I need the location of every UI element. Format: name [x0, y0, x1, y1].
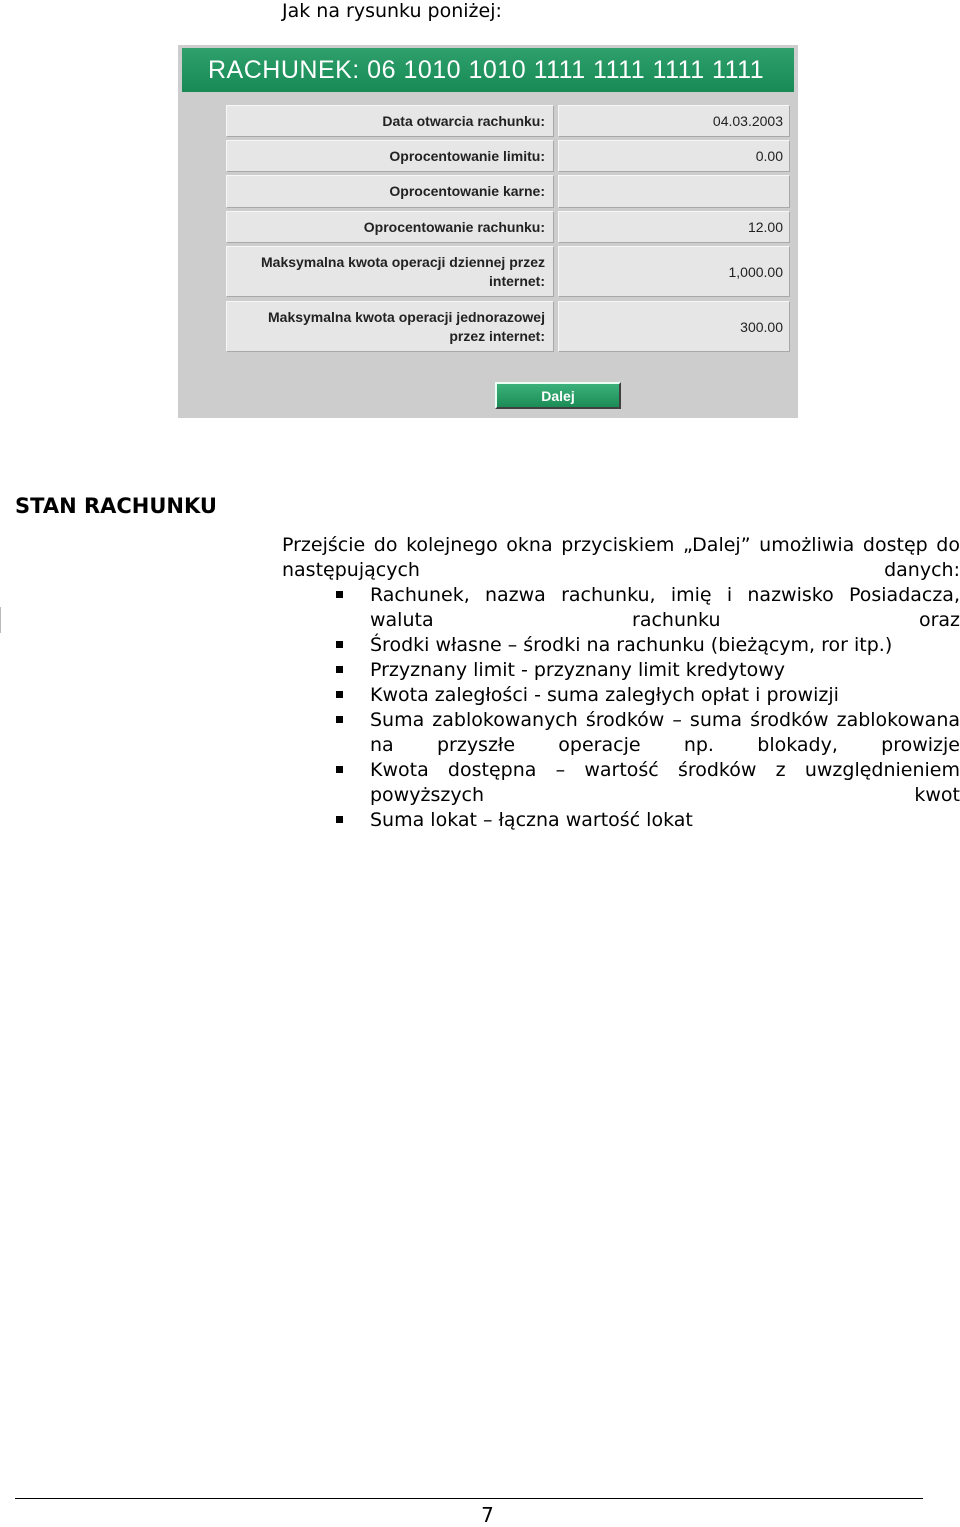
detail-value: 1,000.00: [558, 246, 790, 297]
next-button[interactable]: Dalej: [495, 382, 621, 409]
bullet-icon: [336, 766, 343, 773]
list-item: Przyznany limit - przyznany limit kredytowy: [282, 658, 960, 683]
bullet-icon: [336, 691, 343, 698]
bullet-icon: [336, 591, 343, 598]
detail-row-penalty-rate: [226, 175, 790, 208]
list-item: Kwota zaległości - suma zaległych opłat i prowizji: [282, 683, 960, 708]
detail-row-daily-limit: [226, 246, 790, 297]
page-number: 7: [481, 1503, 494, 1527]
detail-label: Data otwarcia rachunku:: [226, 105, 554, 137]
data-list: [282, 583, 960, 833]
bullet-icon: [336, 716, 343, 723]
detail-label: Oprocentowanie rachunku:: [226, 211, 554, 243]
list-item: Suma zablokowanych środków – suma środków zablokowana na przyszłe operacje np. blokady, prowizje: [282, 708, 960, 758]
detail-label: Maksymalna kwota operacji jednorazowej przez internet:: [226, 301, 554, 352]
section-heading: STAN RACHUNKU: [15, 494, 217, 518]
detail-value: 12.00: [558, 211, 790, 243]
detail-value: 300.00: [558, 301, 790, 352]
intro-paragraph: Przejście do kolejnego okna przyciskiem „Dalej” umożliwia dostęp do następujących danych:: [282, 534, 960, 581]
detail-row-opening-date: [226, 105, 790, 137]
account-details-screenshot: [178, 45, 798, 418]
account-number-title: RACHUNEK: 06 1010 1010 1111 1111 1111 1111: [208, 56, 765, 84]
list-item: Kwota dostępna – wartość środków z uwzględnieniem powyższych kwot: [282, 758, 960, 808]
detail-row-single-limit: [226, 301, 790, 352]
list-item: Środki własne – środki na rachunku (bieżącym, ror itp.): [282, 633, 960, 658]
detail-label: Maksymalna kwota operacji dziennej przez internet:: [226, 246, 554, 297]
bullet-icon: [336, 666, 343, 673]
list-item: Rachunek, nazwa rachunku, imię i nazwisko Posiadacza, waluta rachunku oraz: [282, 583, 960, 633]
detail-value: 04.03.2003: [558, 105, 790, 137]
footer-rule: [15, 1498, 923, 1499]
account-header: [182, 48, 794, 92]
detail-row-limit-rate: [226, 140, 790, 172]
detail-value: 0.00: [558, 140, 790, 172]
intro-text: Jak na rysunku poniżej:: [282, 0, 502, 22]
list-item: Suma lokat – łączna wartość lokat: [282, 808, 960, 833]
margin-mark: [0, 607, 1, 633]
detail-row-account-rate: [226, 211, 790, 243]
detail-label: Oprocentowanie limitu:: [226, 140, 554, 172]
bullet-icon: [336, 816, 343, 823]
bullet-icon: [336, 641, 343, 648]
detail-label: Oprocentowanie karne:: [226, 175, 554, 208]
detail-value: [558, 175, 790, 208]
